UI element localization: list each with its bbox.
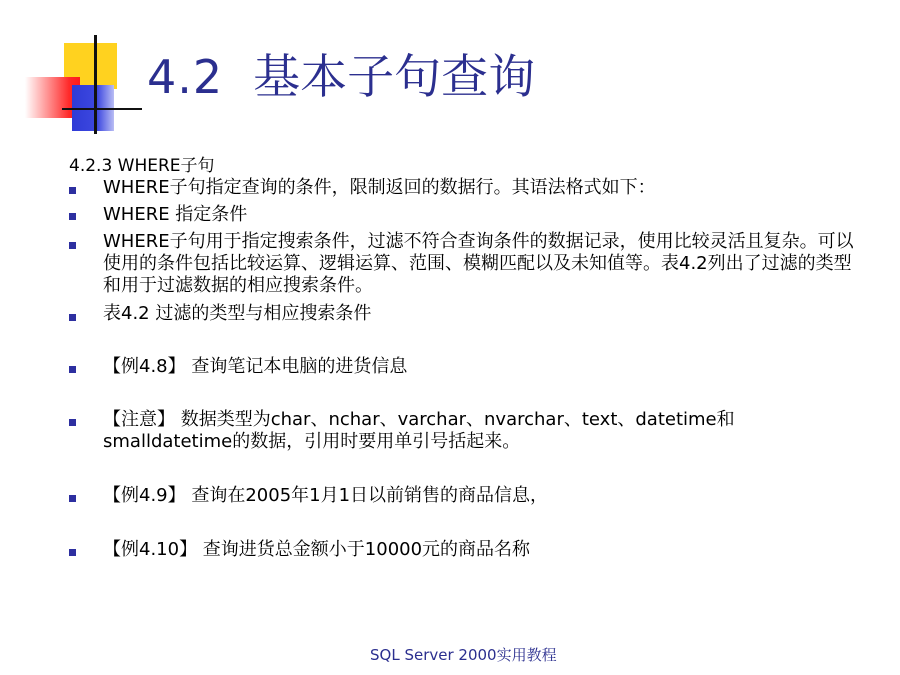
bullet-marker bbox=[69, 314, 76, 321]
bullet-marker bbox=[69, 213, 76, 220]
list-item: 【注意】 数据类型为char、nchar、varchar、nvarchar、text、datetime和smalldatetime的数据，引用时要用单引号括起来。 bbox=[103, 409, 735, 452]
bullet-marker bbox=[69, 242, 76, 249]
footer-text: SQL Server 2000实用教程 bbox=[370, 646, 557, 664]
bullet-marker bbox=[69, 187, 76, 194]
title-text: 基本子句查询 bbox=[253, 50, 536, 105]
decoration-horizontal-line bbox=[62, 108, 142, 110]
bullet-marker bbox=[69, 495, 76, 502]
list-item: 【例4.10】 查询进货总金额小于10000元的商品名称 bbox=[103, 539, 531, 560]
title-number: 4.2 bbox=[147, 50, 224, 104]
decoration-vertical-line bbox=[94, 35, 97, 134]
list-item: 表4.2 过滤的类型与相应搜索条件 bbox=[103, 303, 372, 324]
slide-title bbox=[147, 40, 535, 107]
list-item: 【例4.9】 查询在2005年1月1日以前销售的商品信息， bbox=[103, 485, 549, 506]
bullet-marker bbox=[69, 549, 76, 556]
list-item: WHERE子句用于指定搜索条件，过滤不符合查询条件的数据记录，使用比较灵活且复杂。可以使用的条件包括比较运算、逻辑运算、范围、模糊匹配以及未知值等。表4.2列出了过滤的类型和用于过滤数据的相应搜索条件。 bbox=[103, 231, 854, 296]
section-subheading: 4.2.3 WHERE子句 bbox=[69, 156, 215, 176]
bullet-marker bbox=[69, 366, 76, 373]
list-item: 【例4.8】 查询笔记本电脑的进货信息 bbox=[103, 356, 408, 377]
list-item: WHERE 指定条件 bbox=[103, 204, 248, 225]
list-item: WHERE子句指定查询的条件，限制返回的数据行。其语法格式如下： bbox=[103, 177, 656, 198]
bullet-marker bbox=[69, 419, 76, 426]
